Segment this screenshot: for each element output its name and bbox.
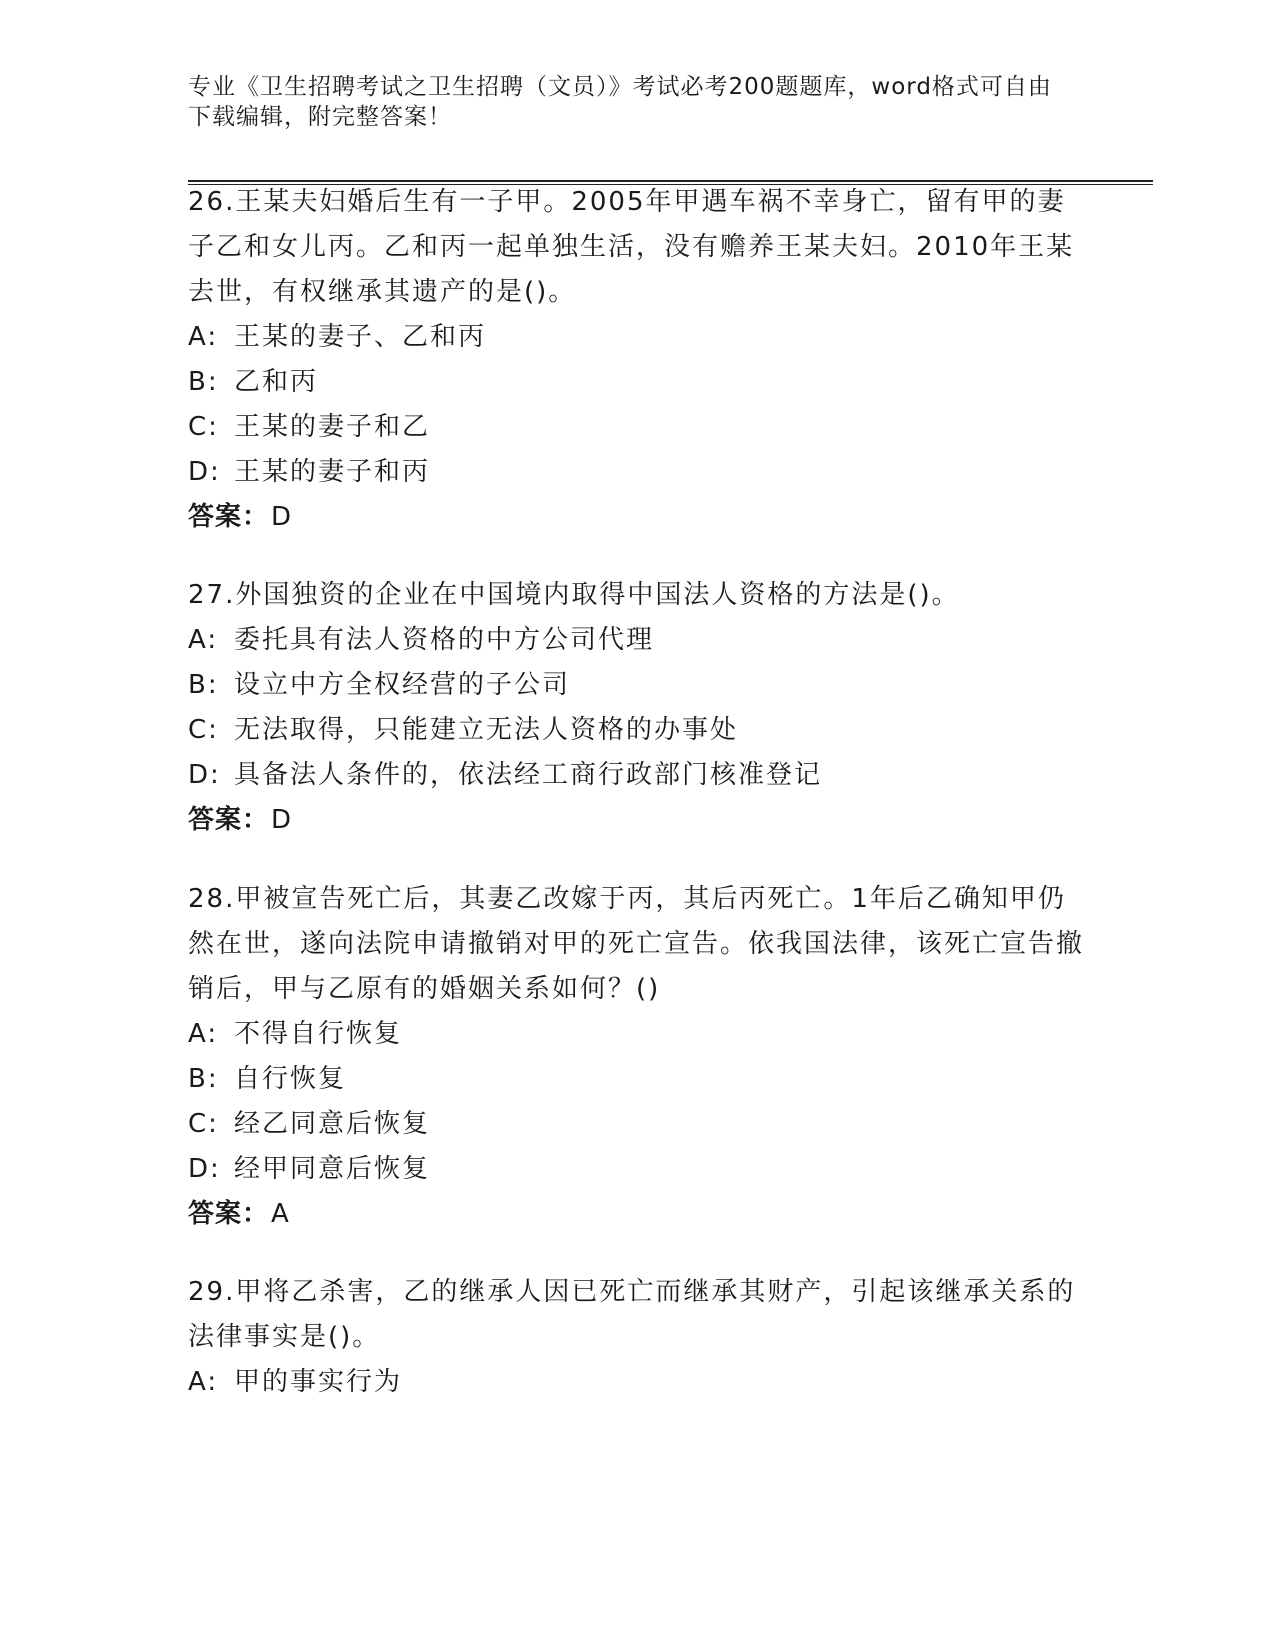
option-text: 王某的妻子和乙 xyxy=(234,412,431,442)
answer-value: A xyxy=(271,1199,290,1229)
answer-label: 答案： xyxy=(188,1199,270,1229)
option-letter: A: xyxy=(188,1367,219,1397)
option-letter: D: xyxy=(188,1154,221,1184)
option-d xyxy=(188,450,1088,495)
option-text: 王某的妻子和丙 xyxy=(234,457,431,487)
option-letter: B: xyxy=(188,367,219,397)
option-a xyxy=(188,315,1088,360)
option-letter: C: xyxy=(188,412,219,442)
option-letter: D: xyxy=(188,457,221,487)
option-text: 具备法人条件的，依法经工商行政部门核准登记 xyxy=(234,760,823,790)
option-d xyxy=(188,753,1088,798)
question-stem: 29.甲将乙杀害，乙的继承人因已死亡而继承其财产，引起该继承关系的法律事实是()。 xyxy=(188,1277,1076,1352)
option-letter: C: xyxy=(188,1109,219,1139)
option-text: 王某的妻子、乙和丙 xyxy=(234,322,487,352)
option-c xyxy=(188,405,1088,450)
option-b xyxy=(188,663,1088,708)
option-c xyxy=(188,708,1088,753)
option-a xyxy=(188,618,1088,663)
option-letter: B: xyxy=(188,1064,219,1094)
option-text: 设立中方全权经营的子公司 xyxy=(234,670,571,700)
option-b xyxy=(188,360,1088,405)
option-text: 不得自行恢复 xyxy=(234,1019,403,1049)
option-c xyxy=(188,1102,1088,1147)
option-text: 经甲同意后恢复 xyxy=(234,1154,431,1184)
option-text: 经乙同意后恢复 xyxy=(234,1109,431,1139)
answer-line xyxy=(188,798,1088,843)
option-letter: B: xyxy=(188,670,219,700)
option-letter: A: xyxy=(188,625,219,655)
question-26 xyxy=(188,180,1088,540)
option-letter: D: xyxy=(188,760,221,790)
question-29 xyxy=(188,1270,1088,1405)
answer-value: D xyxy=(271,502,293,532)
question-27 xyxy=(188,573,1088,843)
option-text: 委托具有法人资格的中方公司代理 xyxy=(234,625,655,655)
option-text: 无法取得，只能建立无法人资格的办事处 xyxy=(234,715,739,745)
option-d xyxy=(188,1147,1088,1192)
answer-label: 答案： xyxy=(188,502,270,532)
option-text: 甲的事实行为 xyxy=(234,1367,403,1397)
question-28 xyxy=(188,877,1088,1237)
option-text: 乙和丙 xyxy=(234,367,319,397)
option-letter: C: xyxy=(188,715,219,745)
question-stem: 28.甲被宣告死亡后，其妻乙改嫁于丙，其后丙死亡。1年后乙确知甲仍然在世，遂向法院申请撤销对甲的死亡宣告。依我国法律，该死亡宣告撤销后，甲与乙原有的婚姻关系如何？() xyxy=(188,884,1085,1004)
question-stem: 27.外国独资的企业在中国境内取得中国法人资格的方法是()。 xyxy=(188,580,960,610)
answer-line xyxy=(188,1192,1088,1237)
question-stem: 26.王某夫妇婚后生有一子甲。2005年甲遇车祸不幸身亡，留有甲的妻子乙和女儿丙。乙和丙一起单独生活，没有赡养王某夫妇。2010年王某去世，有权继承其遗产的是()。 xyxy=(188,187,1075,307)
answer-line xyxy=(188,495,1088,540)
answer-label: 答案： xyxy=(188,805,270,835)
document-header: 专业《卫生招聘考试之卫生招聘（文员）》考试必考200题题库，word格式可自由下载编辑，附完整答案！ xyxy=(188,74,1052,130)
option-b xyxy=(188,1057,1088,1102)
option-a xyxy=(188,1360,1088,1405)
option-text: 自行恢复 xyxy=(234,1064,347,1094)
answer-value: D xyxy=(271,805,293,835)
option-letter: A: xyxy=(188,1019,219,1049)
option-letter: A: xyxy=(188,322,219,352)
option-a xyxy=(188,1012,1088,1057)
